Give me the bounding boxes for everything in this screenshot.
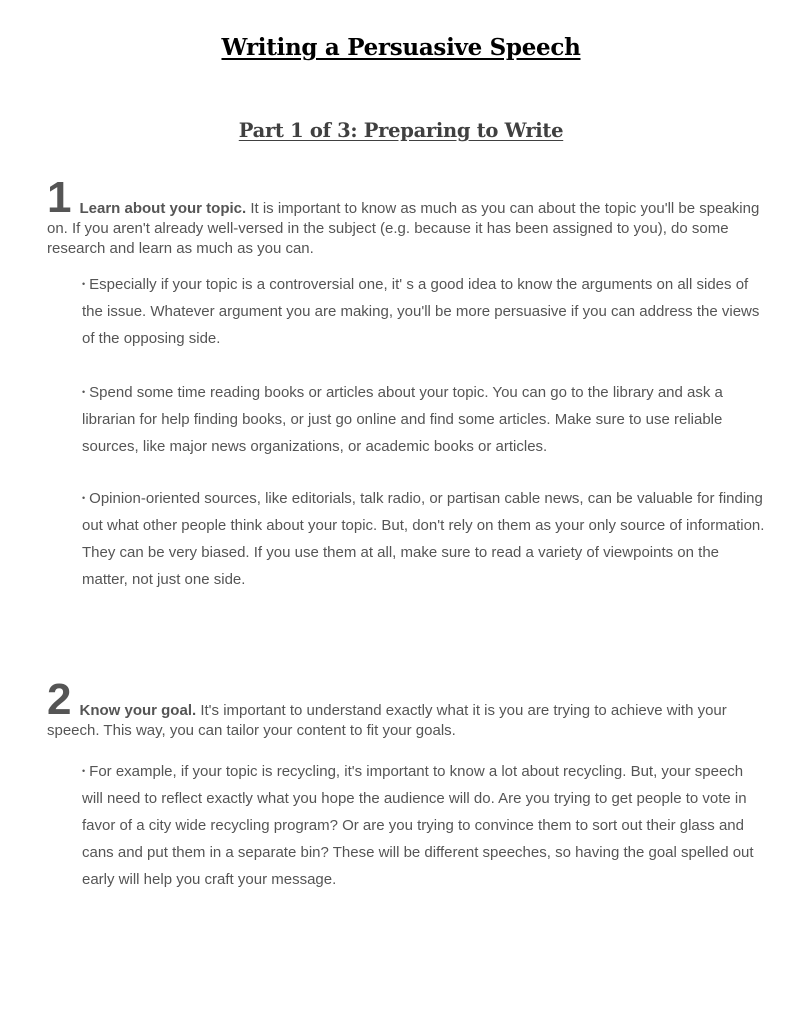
step-1-bullet-3 bbox=[82, 485, 766, 593]
step-1-intro bbox=[47, 173, 761, 259]
step-1-bullet-2 bbox=[82, 379, 766, 460]
step-1-bullet-1 bbox=[82, 271, 766, 352]
step-2-intro bbox=[47, 675, 761, 741]
step-2-number: 2 bbox=[47, 675, 72, 724]
step-2-heading: Know your goal. bbox=[79, 702, 197, 719]
step-1-number: 1 bbox=[47, 173, 72, 222]
step-1-heading: Learn about your topic. bbox=[79, 200, 247, 217]
bullet-dot-icon: • bbox=[82, 493, 86, 503]
document-title: Writing a Persuasive Speech bbox=[221, 34, 581, 61]
bullet-dot-icon: • bbox=[82, 766, 86, 776]
bullet-dot-icon: • bbox=[82, 387, 86, 397]
step-2-text: It's important to understand exactly what it is you are trying to achieve with your speech. This way, you can tailor your content to fit your goals. bbox=[47, 702, 727, 739]
bullet-text: Spend some time reading books or articles about your topic. You can go to the library and ask a librarian for help finding books, or just go online and find some articles. Make sure to use reliable sources, like major news organizations, or academic books or articles. bbox=[82, 384, 723, 455]
bullet-dot-icon: • bbox=[82, 279, 86, 289]
bullet-text: Opinion-oriented sources, like editorials, talk radio, or partisan cable news, can be valuable for finding out what other people think about your topic. But, don't rely on them as your only source of information. They can be very biased. If you use them at all, make sure to read a variety of viewpoints on the matter, not just one side. bbox=[82, 490, 765, 588]
step-2-bullet-1 bbox=[82, 758, 766, 893]
part-title: Part 1 of 3: Preparing to Write bbox=[238, 119, 564, 142]
step-1-text: It is important to know as much as you can about the topic you'll be speaking on. If you aren't already well-versed in the subject (e.g. because it has been assigned to you), do some research and learn as much as you can. bbox=[47, 200, 760, 257]
bullet-text: For example, if your topic is recycling, it's important to know a lot about recycling. But, your speech will need to reflect exactly what you hope the audience will do. Are you trying to get people to vote in favor of a city wide recycling program? Or are you trying to convince them to sort out their glass and cans and put them in a separate bin? These will be different speeches, so having the goal spelled out early will help you craft your message. bbox=[82, 763, 754, 888]
bullet-text: Especially if your topic is a controversial one, it' s a good idea to know the arguments on all sides of the issue. Whatever argument you are making, you'll be more persuasive if you can address the views of the opposing side. bbox=[82, 276, 760, 347]
